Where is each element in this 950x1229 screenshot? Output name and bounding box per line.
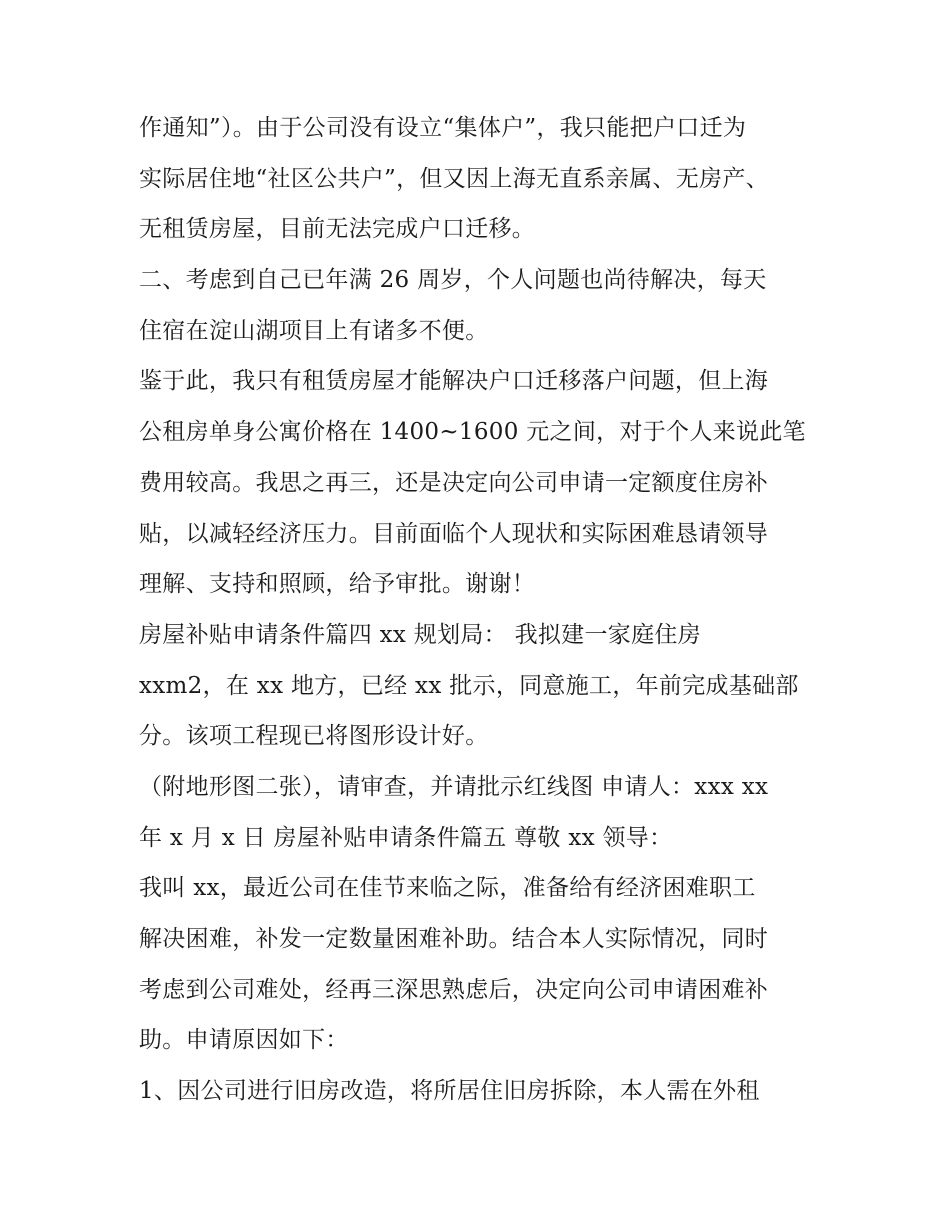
text-line: 作通知”）。由于公司没有设立“集体户”，我只能把户口迁为 — [139, 115, 747, 141]
text-line: 考虑到公司难处，经再三深思熟虑后，决定向公司申请困难补 — [139, 976, 769, 1003]
text-line: 分。该项工程现已将图形设计好。 — [139, 723, 489, 750]
text-line: 年 x 月 x 日 房屋补贴申请条件篇五 尊敬 xx 领导： — [139, 824, 673, 851]
text-line: 实际居住地“社区公共户”，但又因上海无直系亲属、无房产、 — [139, 165, 769, 192]
text-line: （附地形图二张），请审查，并请批示红线图 申请人：xxx xx — [139, 773, 769, 800]
text-line: 无租赁房屋，目前无法完成户口迁移。 — [139, 216, 536, 243]
text-line: 助。申请原因如下： — [139, 1027, 349, 1054]
text-line: 鉴于此，我只有租赁房屋才能解决户口迁移落户问题，但上海 — [139, 368, 769, 395]
text-line: 贴，以减轻经济压力。目前面临个人现状和实际困难恳请领导 — [139, 520, 769, 547]
body-text — [139, 103, 819, 1117]
text-line: 二、考虑到自己已年满 26 周岁，个人问题也尚待解决，每天 — [139, 267, 767, 294]
text-line: 解决困难，补发一定数量困难补助。结合本人实际情况，同时 — [139, 926, 769, 952]
text-line: 住宿在淀山湖项目上有诸多不便。 — [139, 317, 489, 344]
text-line: 房屋补贴申请条件篇四 xx 规划局： 我拟建一家庭住房 — [139, 621, 701, 648]
text-line: 理解、支持和照顾，给予审批。谢谢！ — [139, 571, 536, 598]
text-line: 公租房单身公寓价格在 1400~1600 元之间，对于个人来说此笔 — [139, 419, 806, 446]
text-line: xxm2，在 xx 地方，已经 xx 批示，同意施工，年前完成基础部 — [139, 672, 799, 699]
text-line: 费用较高。我思之再三，还是决定向公司申请一定额度住房补 — [139, 469, 769, 496]
text-line: 1、因公司进行旧房改造，将所居住旧房拆除，本人需在外租 — [139, 1078, 760, 1105]
text-line: 我叫 xx，最近公司在佳节来临之际，准备给有经济困难职工 — [139, 875, 756, 902]
